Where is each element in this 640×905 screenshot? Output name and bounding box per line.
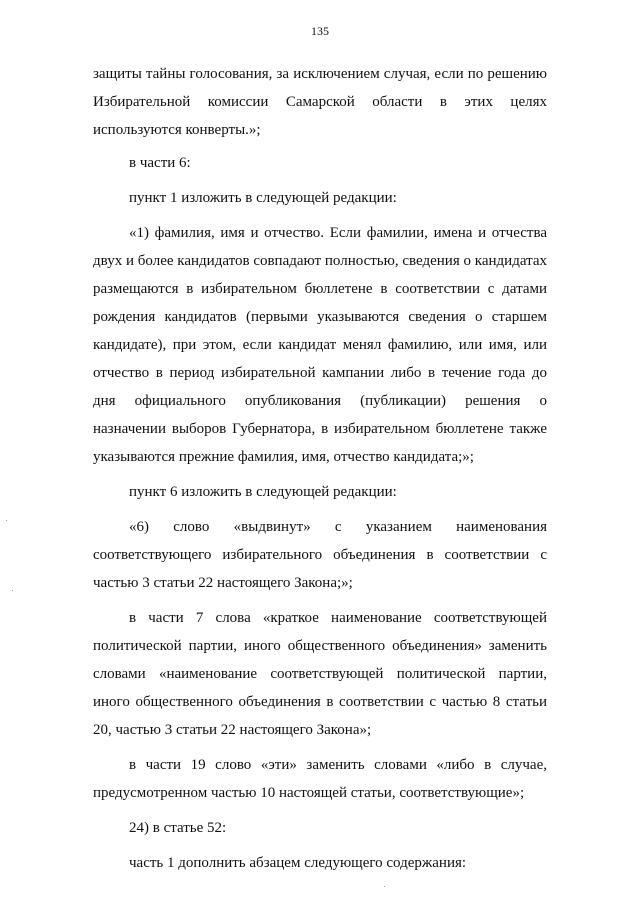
paragraph-continuation: защиты тайны голосования, за исключением случая, если по решению Избирательной комиссии Самарской области в этих целях используются конверты.»;: [93, 66, 547, 138]
paragraph-item-6-text: «6) слово «выдвинут» с указанием наименования соответствующего избирательного объединения в соответствии с частью 3 статьи 22 настоящего Закона;»;: [93, 519, 547, 591]
paragraph-part-7: в части 7 слова «краткое наименование соответствующей политической партии, иного общественного объединения» заменить словами «наименование соответствующей политической партии, иного общественного объединения в соответствии с частью 8 статьи 20, частью 3 статьи 22 настоящего Закона»;: [93, 610, 547, 738]
paragraph-part-19: в части 19 слово «эти» заменить словами «либо в случае, предусмотренном частью 10 настоящей статьи, соответствующие»;: [93, 757, 547, 801]
paragraph-part-6: в части 6:: [129, 155, 191, 171]
paragraph-item-1-text: «1) фамилия, имя и отчество. Если фамилии, имена и отчества двух и более кандидатов совпадают полностью, сведения о кандидатах размещаются в избирательном бюллетене в соответствии с датами рождения кандидатов (первыми указываются сведения о старшем кандидате), при этом, если кандидат менял фамилию, или имя, или отчество в период избирательной кампании либо в течение года до дня официального опубликования (публикации) решения о назначении выборов Губернатора, в избирательном бюллетене также указываются прежние фамилия, имя, отчество кандидата;»;: [93, 225, 547, 465]
document-body: [93, 60, 547, 877]
scan-speck: [6, 520, 7, 521]
scan-speck: [384, 886, 385, 887]
scan-speck: [12, 590, 13, 591]
paragraph-article-52: 24) в статье 52:: [129, 820, 227, 836]
paragraph-item-6-header: пункт 6 изложить в следующей редакции:: [129, 484, 397, 500]
page-number: 135: [311, 24, 329, 38]
paragraph-part-1-addition: часть 1 дополнить абзацем следующего содержания:: [129, 855, 467, 871]
paragraph-item-1-header: пункт 1 изложить в следующей редакции:: [129, 190, 397, 206]
